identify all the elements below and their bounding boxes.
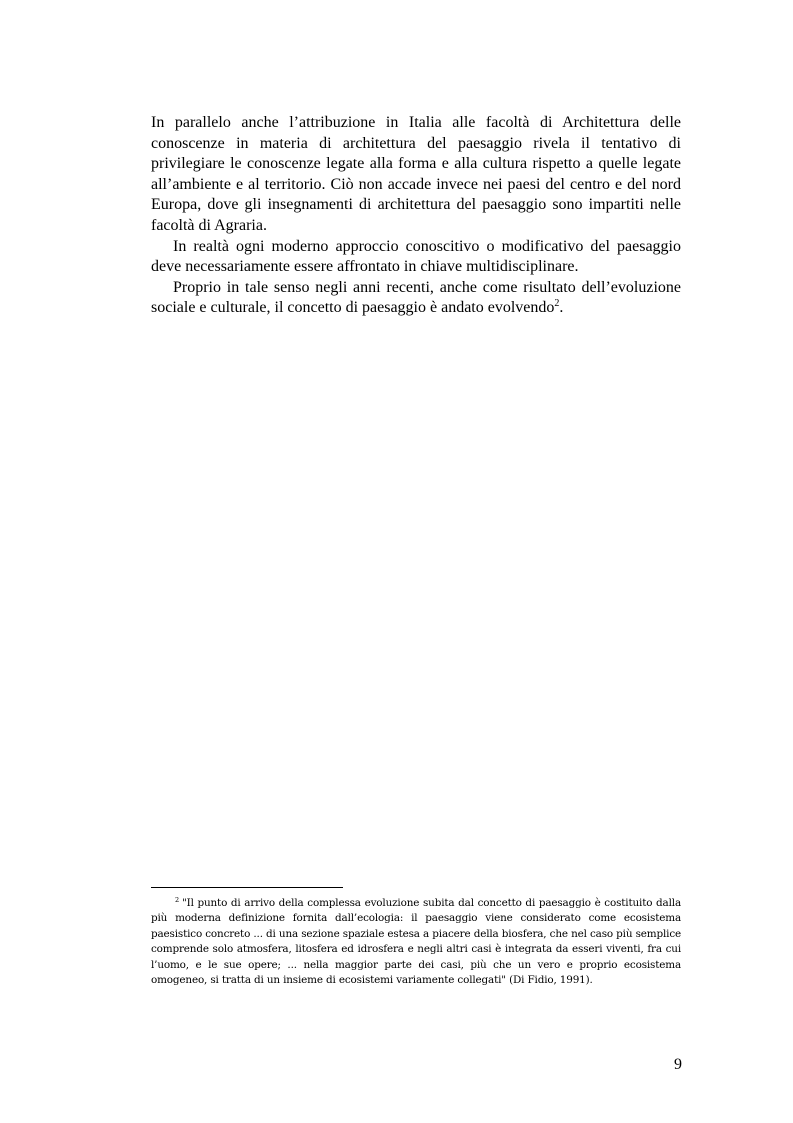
body-text [151,113,681,319]
paragraph-2: In realtà ogni moderno approccio conoscitivo o modificativo del paesaggio deve necessariamente essere affrontato in chiave multidisciplinare. [151,237,681,276]
footnote-separator [151,887,343,888]
footnote [151,896,681,988]
paragraph-3-text: Proprio in tale senso negli anni recenti, anche come risultato dell’evoluzione sociale e culturale, il concetto di paesaggio è andato evolvendo [151,278,681,317]
paragraph-3-period: . [559,299,564,317]
paragraph-3 [151,278,681,319]
footnote-number: 2 [175,896,179,904]
footnote-text: "Il punto di arrivo della complessa evoluzione subita dal concetto di paesaggio è costituito dalla più moderna definizione fornita dall’ecologia: il paesaggio viene considerato come ecosistema paesistico concreto ... di una sezione spaziale estesa a piacere della biosfera, che nel caso più semplice comprende solo atmosfera, litosfera ed idrosfera e negli altri casi è integrata da esseri viventi, fra cui l’uomo, e le sue opere; ... nella maggior parte dei casi, più che un vero e proprio ecosistema omogeneo, si tratta di un insieme di ecosistemi variamente collegati" (Di Fidio, 1991). [151,897,681,987]
footnote-reference[interactable]: 2 [554,298,560,310]
paragraph-1: In parallelo anche l’attribuzione in Italia alle facoltà di Architettura delle conoscenze in materia di architettura del paesaggio rivela il tentativo di privilegiare le conoscenze legate alla forma e alla cultura rispetto a quelle legate all’ambiente e al territorio. Ciò non accade invece nei paesi del centro e del nord Europa, dove gli insegnamenti di architettura del paesaggio sono impartiti nelle facoltà di Agraria. [151,114,681,234]
page-number: 9 [674,1056,682,1073]
